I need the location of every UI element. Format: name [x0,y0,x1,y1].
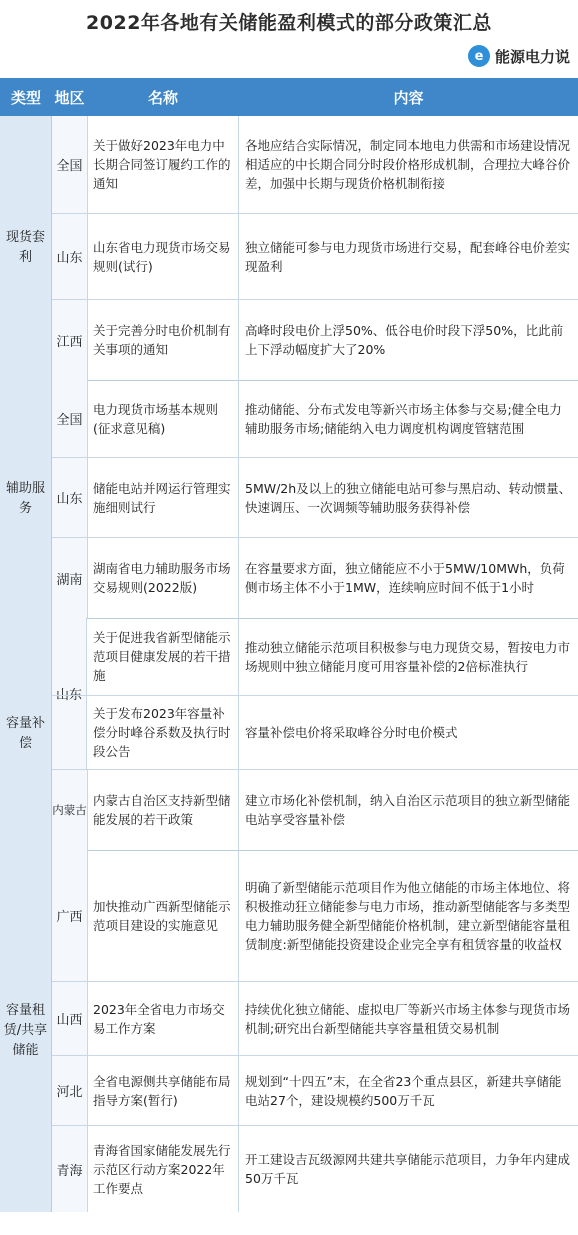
table-row [52,770,578,850]
brand-logo-icon: e [468,45,490,67]
policy-name-cell: 加快推动广西新型储能示范项目建设的实施意见 [87,850,239,981]
group-capacity-compensation [0,618,578,851]
region-cell: 湖南 [52,538,88,618]
table-row [52,696,578,770]
title-bar [0,0,578,66]
policy-name-cell: 2023年全省电力市场交易工作方案 [87,982,239,1055]
policy-name-cell: 关于发布2023年容量补偿分时峰谷系数及执行时段公告 [87,696,239,769]
table-row [52,1056,578,1126]
region-cell: 广西 [52,850,88,981]
type-cell: 辅助服务 [0,380,52,618]
type-cell: 容量租赁/共享储能 [0,850,52,1212]
table-row [52,116,578,214]
policy-name-cell: 储能电站并网运行管理实施细则试行 [87,458,239,537]
footer-strip [0,1212,578,1235]
region-cell-merged: 山东 [52,618,87,770]
region-cell: 河北 [52,1056,88,1125]
policy-content-cell: 明确了新型储能示范项目作为他立储能的市场主体地位、将积极推动狂立储能参与电力市场，推动新型储能客与多类型电力辅助服务健全新型储能价格机制，建立新型储能容量租赁制度:新型储能投资建设企业完全享有租赁容量的收益权 [245,879,571,952]
page-title: 2022年各地有关储能盈利模式的部分政策汇总 [86,12,492,34]
policy-content-cell: 各地应结合实际情况，制定同本地电力供需和市场建设情况相适应的中长期合同分时段价格形成机制，合理拉大峰谷价差，加强中长期与现货价格机制衔接 [245,138,571,191]
policy-name-cell: 内蒙古自治区支持新型储能发展的若干政策 [87,770,239,850]
table-row [52,618,578,696]
policy-content-cell: 规划到“十四五”末，在全省23个重点县区，新建共享储能电站27个，建设规模约500万千瓦 [245,1073,562,1108]
region-cell: 山东 [52,458,88,537]
policy-name-cell: 关于促进我省新型储能示范项目健康发展的若干措施 [87,618,239,695]
brand [468,44,570,68]
table-row [52,380,578,458]
policy-name-cell: 电力现货市场基本规则(征求意见稿) [87,380,239,457]
region-cell: 山东 [52,214,88,299]
policy-content-cell: 5MW/2h及以上的独立储能电站可参与黑启动、转动惯量、快速调压、一次调频等辅助服务获得补偿 [245,480,572,515]
header-name: 名称 [147,88,178,107]
header-type: 类型 [10,88,41,107]
region-cell: 全国 [52,116,88,213]
policy-content-cell: 持续优化独立储能、虚拟电厂等新兴市场主体参与现货市场机制;研究出台新型储能共享容量租赁交易机制 [245,1001,571,1036]
brand-name: 能源电力说 [494,47,570,66]
table-row [52,850,578,982]
policy-content-cell: 推动独立储能示范项目积极参与电力现货交易，暂按电力市场规则中独立储能月度可用容量补偿的2倍标准执行 [245,639,571,674]
group-ancillary-services [0,380,578,619]
type-cell: 现货套利 [0,116,52,380]
table-row [52,458,578,538]
group-spot-arbitrage [0,116,578,381]
policy-name-cell: 关于做好2023年电力中长期合同签订履约工作的通知 [87,116,239,213]
table-row [52,538,578,618]
policy-content-cell: 容量补偿电价将采取峰谷分时电价模式 [245,725,458,740]
type-cell: 容量补偿 [0,618,52,850]
table-row [52,214,578,300]
region-cell: 全国 [52,380,88,457]
policy-content-cell: 高峰时段电价上浮50%、低谷电价时段下浮50%，比此前上下浮动幅度扩大了20% [245,323,564,357]
policy-name-cell: 全省电源侧共享储能布局指导方案(暂行) [87,1056,239,1125]
table-row [52,982,578,1056]
policy-content-cell: 推动储能、分布式发电等新兴市场主体参与交易;健全电力辅助服务市场;储能纳入电力调度机构调度管辖范围 [245,401,562,436]
policy-content-cell: 独立储能可参与电力现货市场进行交易，配套峰谷电价差实现盈利 [245,239,571,274]
table-row [52,300,578,380]
policy-name-cell: 青海省国家储能发展先行示范区行动方案2022年工作要点 [87,1126,239,1212]
group-capacity-leasing [0,850,578,1213]
region-cell: 内蒙古 [52,770,88,850]
table-row [52,1126,578,1212]
policy-name-cell: 山东省电力现货市场交易规则(试行) [87,214,239,299]
policy-content-cell: 开工建设吉瓦级源网共建共享储能示范项目，力争年内建成50万千瓦 [245,1152,571,1186]
policy-name-cell: 关于完善分时电价机制有关事项的通知 [87,300,239,380]
policy-content-cell: 在容量要求方面，独立储能应不小于5MW/10MWh，负荷侧市场主体不小于1MW，连续响应时间不低于1小时 [245,561,565,595]
header-content: 内容 [393,88,424,107]
region-cell: 江西 [52,300,88,380]
policy-name-cell: 湖南省电力辅助服务市场交易规则(2022版) [87,538,239,618]
header-region: 地区 [54,88,85,107]
region-cell: 青海 [52,1126,88,1212]
policy-content-cell: 建立市场化补偿机制，纳入自治区示范项目的独立新型储能电站享受容量补偿 [245,793,571,827]
table-header [0,78,578,116]
region-cell: 山西 [52,982,88,1055]
